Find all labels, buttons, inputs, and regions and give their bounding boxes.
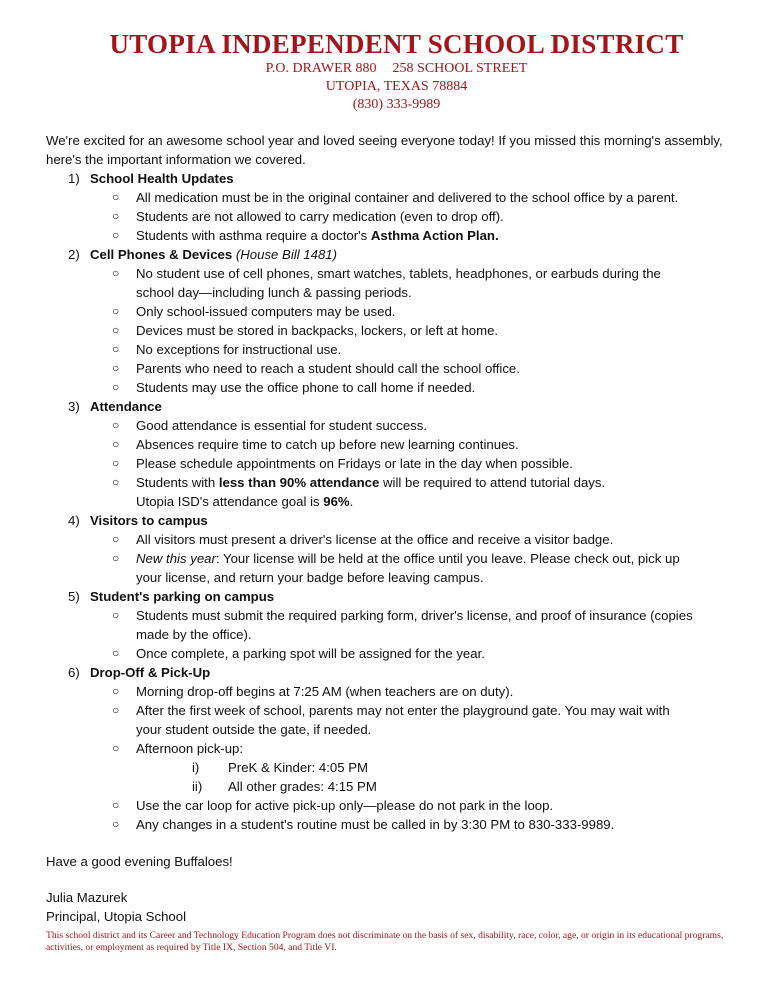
signer-name: Julia Mazurek <box>46 890 128 905</box>
section-number: 2) <box>68 247 80 262</box>
list-item: ○ Devices must be stored in backpacks, lockers, or left at home. <box>112 323 499 338</box>
circle-bullet-icon: ○ <box>112 817 120 831</box>
circle-bullet-icon: ○ <box>112 209 120 223</box>
list-item: ○ Afternoon pick-up: i) PreK & Kinder: 4:05 PM ii) All other grades: 4:15 PM <box>90 739 736 796</box>
list-item: ○ Absences require time to catch up before new learning continues. <box>112 437 519 452</box>
circle-bullet-icon: ○ <box>112 475 120 489</box>
circle-bullet-icon: ○ <box>112 228 120 242</box>
section-number: 1) <box>68 171 80 186</box>
sub-list-item: i) PreK & Kinder: 4:05 PM <box>192 760 369 775</box>
list-item: ○ After the first week of school, parents may not enter the playground gate. You may wait with your student outside the gate, if needed. <box>112 703 670 737</box>
bullet-list <box>90 682 736 834</box>
bullet-list <box>90 530 736 587</box>
section-title: Visitors to campus <box>90 513 208 528</box>
section-parking <box>46 587 736 663</box>
list-item: ○ Students must submit the required parking form, driver's license, and proof of insurance (copies made by the office). <box>112 608 693 642</box>
section-list <box>46 169 736 834</box>
section-number: 6) <box>68 665 80 680</box>
intro-paragraph: We're excited for an awesome school year and loved seeing everyone today! If you missed this morning's assembly, here's the important information we covered. <box>46 133 723 167</box>
list-item: ○ Once complete, a parking spot will be assigned for the year. <box>112 646 485 661</box>
letterhead <box>0 28 773 114</box>
non-discrimination-notice: This school district and its Career and Technology Education Program does not discriminate on the basis of sex, disability, race, color, age, or origin in its educational programs, activities, or employment as required by Title IX, Section 504, and Title VI. <box>46 930 724 953</box>
circle-bullet-icon: ○ <box>112 608 120 622</box>
signer-title: Principal, Utopia School <box>46 909 187 924</box>
section-number: 5) <box>68 589 80 604</box>
po-box: P.O. DRAWER 880 <box>265 61 377 76</box>
section-visitors <box>46 511 736 587</box>
circle-bullet-icon: ○ <box>112 703 120 717</box>
section-title: School Health Updates <box>90 171 234 186</box>
list-item: ○ Only school-issued computers may be used. <box>112 304 396 319</box>
list-item: ○ New this year: Your license will be held at the office until you leave. Please check out, pick up your license, and return your badge before leaving campus. <box>112 551 680 585</box>
address-line <box>0 60 773 78</box>
district-name: UTOPIA INDEPENDENT SCHOOL DISTRICT <box>109 29 684 59</box>
bullet-list <box>90 264 736 397</box>
circle-bullet-icon: ○ <box>112 418 120 432</box>
circle-bullet-icon: ○ <box>112 456 120 470</box>
section-dropoff <box>46 663 736 834</box>
circle-bullet-icon: ○ <box>112 190 120 204</box>
list-item: ○ Good attendance is essential for student success. <box>112 418 428 433</box>
list-item: ○ No exceptions for instructional use. <box>112 342 342 357</box>
circle-bullet-icon: ○ <box>112 266 120 280</box>
phone-line: (830) 333-9989 <box>352 97 441 112</box>
section-phones <box>46 245 736 397</box>
circle-bullet-icon: ○ <box>112 304 120 318</box>
circle-bullet-icon: ○ <box>112 551 120 565</box>
circle-bullet-icon: ○ <box>112 741 120 755</box>
circle-bullet-icon: ○ <box>112 323 120 337</box>
list-item: ○ Any changes in a student's routine must be called in by 3:30 PM to 830-333-9989. <box>112 817 615 832</box>
letter-body <box>46 131 736 926</box>
section-title: Student's parking on campus <box>90 589 275 604</box>
closing-line: Have a good evening Buffaloes! <box>46 854 233 869</box>
section-number: 4) <box>68 513 80 528</box>
bullet-list <box>90 606 736 663</box>
street-address: 258 SCHOOL STREET <box>392 61 528 76</box>
list-item: ○ Students with asthma require a doctor's Asthma Action Plan. <box>112 228 499 243</box>
list-item: ○ Parents who need to reach a student should call the school office. <box>112 361 520 376</box>
section-title: Drop-Off & Pick-Up <box>90 665 211 680</box>
signature-block <box>46 888 736 926</box>
sub-list <box>136 758 736 796</box>
bullet-list <box>90 416 736 511</box>
bill-reference: (House Bill 1481) <box>235 247 338 262</box>
list-item: ○ Use the car loop for active pick-up only—please do not park in the loop. <box>112 798 554 813</box>
list-item: ○ Please schedule appointments on Fridays or late in the day when possible. <box>112 456 573 471</box>
list-item: ○ No student use of cell phones, smart watches, tablets, headphones, or earbuds during the school day—including lunch & passing periods. <box>112 266 661 300</box>
circle-bullet-icon: ○ <box>112 342 120 356</box>
list-item: ○ All visitors must present a driver's license at the office and receive a visitor badge. <box>112 532 614 547</box>
sub-list-item: ii) All other grades: 4:15 PM <box>192 779 377 794</box>
bullet-list <box>90 188 736 245</box>
section-health <box>46 169 736 245</box>
circle-bullet-icon: ○ <box>112 380 120 394</box>
circle-bullet-icon: ○ <box>112 684 120 698</box>
circle-bullet-icon: ○ <box>112 646 120 660</box>
section-number: 3) <box>68 399 80 414</box>
section-title: Attendance <box>90 399 162 414</box>
circle-bullet-icon: ○ <box>112 532 120 546</box>
list-item: ○ All medication must be in the original container and delivered to the school office by a parent. <box>112 190 679 205</box>
list-item: ○ Students with less than 90% attendance will be required to attend tutorial days. Utopia ISD's attendance goal is 96%. <box>112 475 606 509</box>
circle-bullet-icon: ○ <box>112 437 120 451</box>
city-line: UTOPIA, TEXAS 78884 <box>325 79 468 94</box>
list-item: ○ Morning drop-off begins at 7:25 AM (when teachers are on duty). <box>112 684 514 699</box>
section-title: Cell Phones & Devices (House Bill 1481) <box>90 247 338 262</box>
list-item: ○ Students are not allowed to carry medication (even to drop off). <box>112 209 504 224</box>
circle-bullet-icon: ○ <box>112 361 120 375</box>
section-attendance <box>46 397 736 511</box>
list-item: ○ Students may use the office phone to call home if needed. <box>112 380 476 395</box>
circle-bullet-icon: ○ <box>112 798 120 812</box>
